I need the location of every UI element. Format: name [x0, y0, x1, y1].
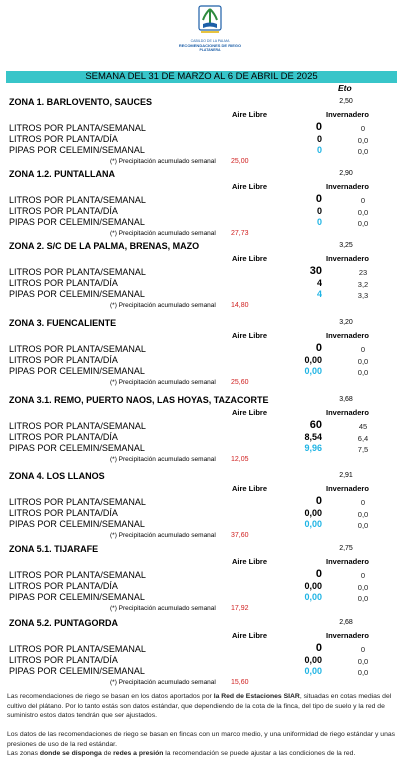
- col-header-invernadero: Invernadero: [326, 110, 369, 119]
- invernadero-pipas-semanal: 0,0: [357, 594, 369, 603]
- footer-note-3: [7, 749, 403, 759]
- invernadero-pipas-semanal: 3,3: [357, 291, 369, 300]
- invernadero-litros-semanal: 0: [360, 196, 366, 205]
- row-label-pipas-semanal: PIPAS POR CELEMIN/SEMANAL: [9, 666, 145, 676]
- invernadero-pipas-semanal: 0,0: [357, 147, 369, 156]
- col-header-aire-libre: Aire Libre: [232, 631, 268, 640]
- aire-pipas-semanal: 9,96: [304, 443, 322, 453]
- aire-litros-semanal: 30: [309, 265, 322, 277]
- logo-line-subtitle: PLATANERA: [199, 48, 221, 52]
- row-label-litros-dia: LITROS POR PLANTA/DÍA: [9, 581, 118, 591]
- logo-line-title: RECOMENDACIONES DE RIEGO: [178, 43, 242, 48]
- aire-pipas-semanal: 0: [316, 145, 322, 155]
- zone-title: ZONA 3.1. REMO, PUERTO NAOS, LAS HOYAS, TAZACORTE: [9, 395, 269, 405]
- precipitation-label: (*) Precipitación acumulado semanal: [110, 456, 216, 463]
- row-label-pipas-semanal: PIPAS POR CELEMIN/SEMANAL: [9, 289, 145, 299]
- zone-eto-value: 2,91: [339, 472, 353, 479]
- zone-title: ZONA 4. LOS LLANOS: [9, 471, 105, 481]
- aire-pipas-semanal: 0,00: [304, 366, 322, 376]
- aire-litros-dia: 0: [316, 206, 322, 216]
- col-header-invernadero: Invernadero: [326, 484, 369, 493]
- row-label-litros-dia: LITROS POR PLANTA/DÍA: [9, 206, 118, 216]
- precipitation-label: (*) Precipitación acumulado semanal: [110, 230, 216, 237]
- row-label-litros-dia: LITROS POR PLANTA/DÍA: [9, 278, 118, 288]
- precipitation-value: 27,73: [231, 230, 249, 237]
- row-label-pipas-semanal: PIPAS POR CELEMIN/SEMANAL: [9, 519, 145, 529]
- footer-note-1-a: Las recomendaciones de riego se basan en los datos aportados por: [7, 693, 214, 700]
- aire-litros-semanal: 0: [315, 642, 322, 654]
- invernadero-pipas-semanal: 0,0: [357, 521, 369, 530]
- aire-pipas-semanal: 4: [316, 289, 322, 299]
- col-header-invernadero: Invernadero: [326, 557, 369, 566]
- aire-litros-dia: 0,00: [304, 355, 322, 365]
- aire-pipas-semanal: 0: [316, 217, 322, 227]
- zone-title: ZONA 1.2. PUNTALLANA: [9, 169, 116, 179]
- row-label-litros-semanal: LITROS POR PLANTA/SEMANAL: [9, 195, 146, 205]
- precipitation-value: 37,60: [231, 532, 249, 539]
- aire-pipas-semanal: 0,00: [304, 519, 322, 529]
- row-label-litros-dia: LITROS POR PLANTA/DÍA: [9, 355, 118, 365]
- aire-litros-dia: 4: [316, 278, 322, 288]
- row-label-litros-semanal: LITROS POR PLANTA/SEMANAL: [9, 421, 146, 431]
- zone-title: ZONA 5.2. PUNTAGORDA: [9, 618, 119, 628]
- row-label-litros-dia: LITROS POR PLANTA/DÍA: [9, 432, 118, 442]
- row-label-litros-semanal: LITROS POR PLANTA/SEMANAL: [9, 267, 146, 277]
- invernadero-litros-dia: 0,0: [357, 510, 369, 519]
- zone-eto-value: 3,25: [339, 242, 353, 249]
- row-label-litros-semanal: LITROS POR PLANTA/SEMANAL: [9, 344, 146, 354]
- aire-litros-dia: 0,00: [304, 655, 322, 665]
- footer-note-1-b: la Red de Estaciones SIAR: [213, 693, 300, 700]
- invernadero-litros-dia: 3,2: [357, 280, 369, 289]
- invernadero-pipas-semanal: 0,0: [357, 368, 369, 377]
- invernadero-litros-dia: 0,0: [357, 208, 369, 217]
- row-label-pipas-semanal: PIPAS POR CELEMIN/SEMANAL: [9, 592, 145, 602]
- row-label-pipas-semanal: PIPAS POR CELEMIN/SEMANAL: [9, 217, 145, 227]
- row-label-litros-dia: LITROS POR PLANTA/DÍA: [9, 508, 118, 518]
- cabildo-logo: [170, 4, 250, 60]
- logo-line-institution: CABILDO DE LA PALMA: [190, 39, 230, 43]
- col-header-invernadero: Invernadero: [326, 331, 369, 340]
- zone-title: ZONA 1. BARLOVENTO, SAUCES: [9, 97, 153, 107]
- invernadero-litros-semanal: 0: [360, 345, 366, 354]
- invernadero-litros-semanal: 0: [360, 645, 366, 654]
- precipitation-value: 14,80: [231, 302, 249, 309]
- footer-note-3-b: donde se disponga: [39, 750, 102, 757]
- col-header-invernadero: Invernadero: [326, 408, 369, 417]
- col-header-aire-libre: Aire Libre: [232, 254, 268, 263]
- zone-title: ZONA 5.1. TIJARAFE: [9, 544, 99, 554]
- aire-litros-dia: 0,00: [304, 508, 322, 518]
- cabildo-crest-icon: [195, 4, 225, 38]
- col-header-aire-libre: Aire Libre: [232, 408, 268, 417]
- aire-litros-semanal: 0: [315, 342, 322, 354]
- col-header-invernadero: Invernadero: [326, 182, 369, 191]
- zone-title: ZONA 3. FUENCALIENTE: [9, 318, 117, 328]
- invernadero-pipas-semanal: 7,5: [357, 445, 369, 454]
- col-header-invernadero: Invernadero: [326, 631, 369, 640]
- footer-note-2: Los datos de las recomendaciones de riego se basan en fincas con un marco medio, y una uniformidad de riego estándar y unas presiones de uso de la red estándar.: [7, 731, 396, 748]
- aire-litros-semanal: 0: [315, 495, 322, 507]
- invernadero-litros-semanal: 23: [358, 268, 368, 277]
- col-header-aire-libre: Aire Libre: [232, 182, 268, 191]
- invernadero-litros-dia: 0,0: [357, 657, 369, 666]
- col-header-aire-libre: Aire Libre: [232, 331, 268, 340]
- footer-note-3-e: la recomendación se puede ajustar a las condiciones de la red.: [163, 750, 356, 757]
- col-header-aire-libre: Aire Libre: [232, 484, 268, 493]
- aire-litros-semanal: 0: [315, 193, 322, 205]
- precipitation-value: 25,60: [231, 379, 249, 386]
- row-label-litros-dia: LITROS POR PLANTA/DÍA: [9, 134, 118, 144]
- invernadero-pipas-semanal: 0,0: [357, 219, 369, 228]
- precipitation-label: (*) Precipitación acumulado semanal: [110, 679, 216, 686]
- zone-eto-value: 2,75: [339, 545, 353, 552]
- zone-eto-value: 2,90: [339, 170, 353, 177]
- aire-litros-semanal: 0: [315, 121, 322, 133]
- zone-title: ZONA 2. S/C DE LA PALMA, BRENAS, MAZO: [9, 241, 200, 251]
- row-label-litros-dia: LITROS POR PLANTA/DÍA: [9, 655, 118, 665]
- precipitation-value: 17,92: [231, 605, 249, 612]
- row-label-pipas-semanal: PIPAS POR CELEMIN/SEMANAL: [9, 443, 145, 453]
- footer-note-3-d: redes a presión: [113, 750, 164, 757]
- footer-note-1: [7, 692, 403, 721]
- footer-note-1-c: , situadas en cotas medias del cultivo del plátano. Por lo tanto estás son datos estándar, que dependiendo de la cota de la finca, del tipo de suelo y la red de suministro estos datos tendrán que ser ajustados.: [7, 693, 392, 719]
- precipitation-value: 15,60: [231, 679, 249, 686]
- col-header-aire-libre: Aire Libre: [232, 557, 268, 566]
- row-label-litros-semanal: LITROS POR PLANTA/SEMANAL: [9, 123, 146, 133]
- invernadero-litros-semanal: 0: [360, 571, 366, 580]
- precipitation-label: (*) Precipitación acumulado semanal: [110, 302, 216, 309]
- col-header-invernadero: Invernadero: [326, 254, 369, 263]
- aire-litros-dia: 0: [316, 134, 322, 144]
- precipitation-value: 25,00: [231, 158, 249, 165]
- precipitation-label: (*) Precipitación acumulado semanal: [110, 605, 216, 612]
- row-label-litros-semanal: LITROS POR PLANTA/SEMANAL: [9, 644, 146, 654]
- precipitation-value: 12,05: [231, 456, 249, 463]
- aire-litros-dia: 0,00: [304, 581, 322, 591]
- eto-header: Eto: [338, 83, 352, 93]
- week-banner: SEMANA DEL 31 DE MARZO AL 6 DE ABRIL DE 2025: [6, 71, 397, 83]
- row-label-litros-semanal: LITROS POR PLANTA/SEMANAL: [9, 497, 146, 507]
- invernadero-litros-semanal: 0: [360, 124, 366, 133]
- aire-litros-semanal: 0: [315, 568, 322, 580]
- precipitation-label: (*) Precipitación acumulado semanal: [110, 158, 216, 165]
- row-label-pipas-semanal: PIPAS POR CELEMIN/SEMANAL: [9, 366, 145, 376]
- aire-litros-dia: 8,54: [304, 432, 322, 442]
- aire-pipas-semanal: 0,00: [304, 592, 322, 602]
- invernadero-litros-dia: 6,4: [357, 434, 369, 443]
- zone-eto-value: 2,50: [339, 98, 353, 105]
- invernadero-litros-dia: 0,0: [357, 357, 369, 366]
- invernadero-litros-dia: 0,0: [357, 583, 369, 592]
- row-label-litros-semanal: LITROS POR PLANTA/SEMANAL: [9, 570, 146, 580]
- footer-note-3-c: de: [101, 750, 114, 757]
- invernadero-pipas-semanal: 0,0: [357, 668, 369, 677]
- zone-eto-value: 3,20: [339, 319, 353, 326]
- aire-pipas-semanal: 0,00: [304, 666, 322, 676]
- footer-note-3-a: Las zonas: [7, 750, 40, 757]
- invernadero-litros-semanal: 0: [360, 498, 366, 507]
- zone-eto-value: 2,68: [339, 619, 353, 626]
- zone-eto-value: 3,68: [339, 396, 353, 403]
- invernadero-litros-semanal: 45: [358, 422, 368, 431]
- col-header-aire-libre: Aire Libre: [232, 110, 268, 119]
- row-label-pipas-semanal: PIPAS POR CELEMIN/SEMANAL: [9, 145, 145, 155]
- aire-litros-semanal: 60: [309, 419, 322, 431]
- invernadero-litros-dia: 0,0: [357, 136, 369, 145]
- precipitation-label: (*) Precipitación acumulado semanal: [110, 379, 216, 386]
- precipitation-label: (*) Precipitación acumulado semanal: [110, 532, 216, 539]
